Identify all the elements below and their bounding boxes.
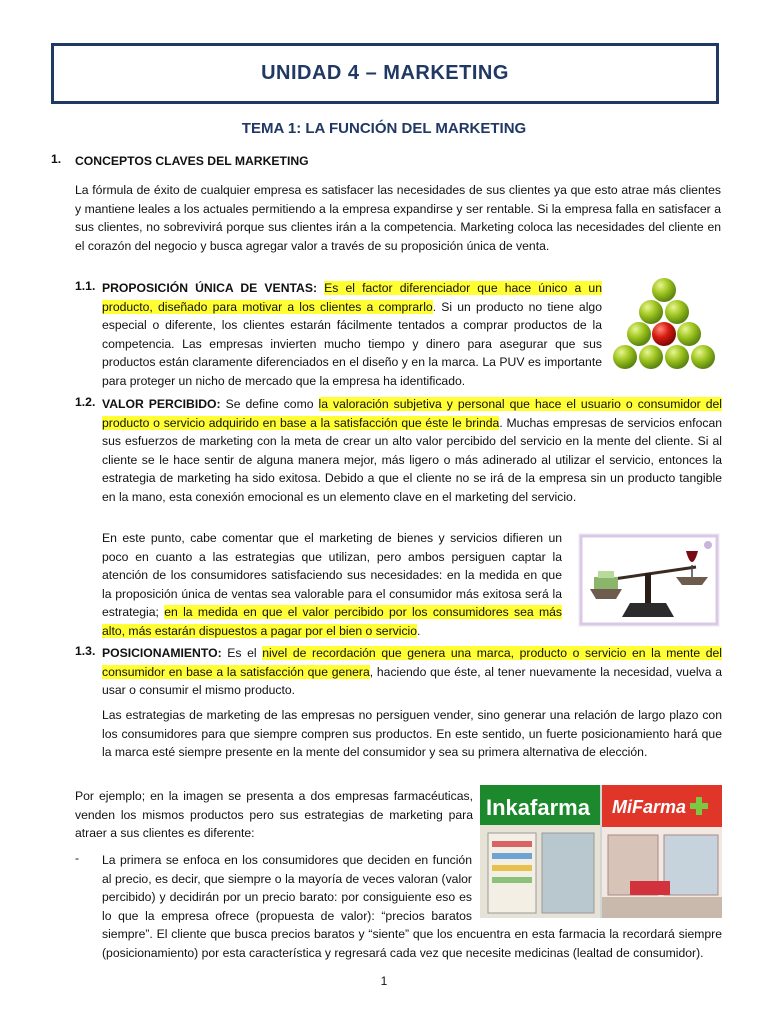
section-1-2-pre: Se define como [220, 397, 319, 411]
section-1-2-paragraph-2 [102, 529, 562, 640]
store2-sign: MiFarma [612, 797, 687, 817]
section-1-3-pre: Es el [221, 646, 263, 660]
section-1-1-heading: PROPOSICIÓN ÚNICA DE VENTAS: [102, 281, 318, 295]
image-float-spacer [472, 851, 722, 917]
section-1-3-paragraph-2: Las estrategias de marketing de las empresas no persiguen vender, sino generar una relación de largo plazo con los consumidores para que siempre compren sus productos. En este sentido, un fuerte posicionamiento hará que la marca esté siempre presente en la mente del consumidor y sea su primera alternativa de elección. [102, 708, 722, 759]
section-1-3-text [102, 644, 722, 700]
section-1-2-para2-end: . [417, 623, 421, 638]
section-1-heading: CONCEPTOS CLAVES DEL MARKETING [75, 154, 309, 168]
section-1-2-number: 1.2. [75, 395, 96, 409]
section-1-1-text [102, 279, 602, 390]
page-title: UNIDAD 4 – MARKETING [261, 62, 509, 84]
bullet-marker: - [75, 851, 80, 865]
section-1-3-highlight: nivel de recordación que genera una marca, producto o servicio en la mente del consumidor en base a la satisfacción que genera [102, 646, 722, 679]
section-1-2-highlight: la valoración subjetiva y personal que hace el usuario o consumidor del producto o servicio adquirido en base a la satisfacción que éste le brinda [102, 397, 722, 430]
section-1-3-rest: , haciendo que éste, al tener nuevamente la necesidad, vuelva a usar o consumir el mismo producto. [102, 664, 722, 697]
section-1-2-text [102, 395, 722, 506]
example-intro: Por ejemplo; en la imagen se presenta a dos empresas farmacéuticas, venden los mismos productos pero sus estrategias de marketing para atraer a sus clientes es diferente: [75, 789, 473, 840]
section-1-3-number: 1.3. [75, 644, 96, 658]
section-1-2-rest: . Muchas empresas de servicios enfocan sus esfuerzos de marketing con la meta de crear un alto valor percibido del servicio en la mente del cliente. Si al cliente se le hace sentir de alguna manera mejor, más ligero o más adinerado al utilizar el servicio, entonces la estrategia de marketing ha sido exitosa. Debido a que el cliente no se irá de la empresa sin un producto tangible en la mano, esta conexión emocional es un elemento clave en el marketing del servicio. [102, 415, 723, 504]
section-1-2-heading: VALOR PERCIBIDO: [102, 397, 221, 411]
section-1-2-para2-text: En este punto, cabe comentar que el marketing de bienes y servicios difieren un poco en cuanto a las estrategias que utilizan, pero ambos persiguen captar la atención de los consumidores satisfaciendo sus necesidades: en la medida en que la proposición única de ventas sea valorable para el consumidor más exitosa será la estrategia; [102, 531, 562, 619]
section-1-1-rest: . Si un producto no tiene algo especial o diferente, los clientes estarán fácilmente tentados a comprar productos de la competencia. Las empresas invierten mucho tiempo y dinero para asegurar que sus productos están claramente diferenciados en el diseño y en la marca. La PUV es importante para proteger un nicho de mercado que la empresa ha identificado. [102, 299, 602, 388]
section-1-1-highlight: Es el factor diferenciador que hace único a un producto, diseñado para motivar a los clientes a comprarlo [102, 281, 602, 314]
balance-scale-image [578, 533, 720, 627]
example-bullet-1 [102, 851, 722, 962]
section-1-intro: La fórmula de éxito de cualquier empresa es satisfacer las necesidades de sus clientes ya que esto atrae más clientes y mantiene leales a los actuales permitiendo a la empresa expandirse y ser rentable. Si la empresa falla en satisfacer a sus clientes, no sobrevivirá porque sus clientes irán a la competencia. Marketing coloca las necesidades del cliente en el corazón del negocio y busca agregar valor a través de su proposición única de venta. [75, 183, 721, 253]
section-1-2-para2-highlight: en la medida en que el valor percibido por los consumidores sea más alto, más estarán dispuestos a pagar por el bien o servicio [102, 605, 563, 638]
store1-sign: Inkafarma [486, 795, 590, 820]
section-1-number: 1. [51, 152, 62, 166]
page-number: 1 [380, 974, 388, 988]
example-bullet-1-text: La primera se enfoca en los consumidores que deciden en función al precio, es decir, que siempre o la mayoría de veces valoran (valor percibido) y decidirán por un precio barato: por consiguiente eso es lo que la empresa ofrece (propuesta de valor): “precios baratos siempre”. El cliente que busca precios baratos y “siente” que los encuentra en esta farmacia la recordará siempre (posicionamiento) por esta característica y regresará cada vez que necesite medicinas (lealtad de consumidor). [102, 853, 722, 960]
section-1-3-heading: POSICIONAMIENTO: [102, 646, 222, 660]
title-box [51, 43, 719, 104]
apples-pyramid-image [608, 272, 720, 376]
topic-title: TEMA 1: LA FUNCIÓN DEL MARKETING [241, 120, 527, 137]
section-1-1-number: 1.1. [75, 279, 96, 293]
